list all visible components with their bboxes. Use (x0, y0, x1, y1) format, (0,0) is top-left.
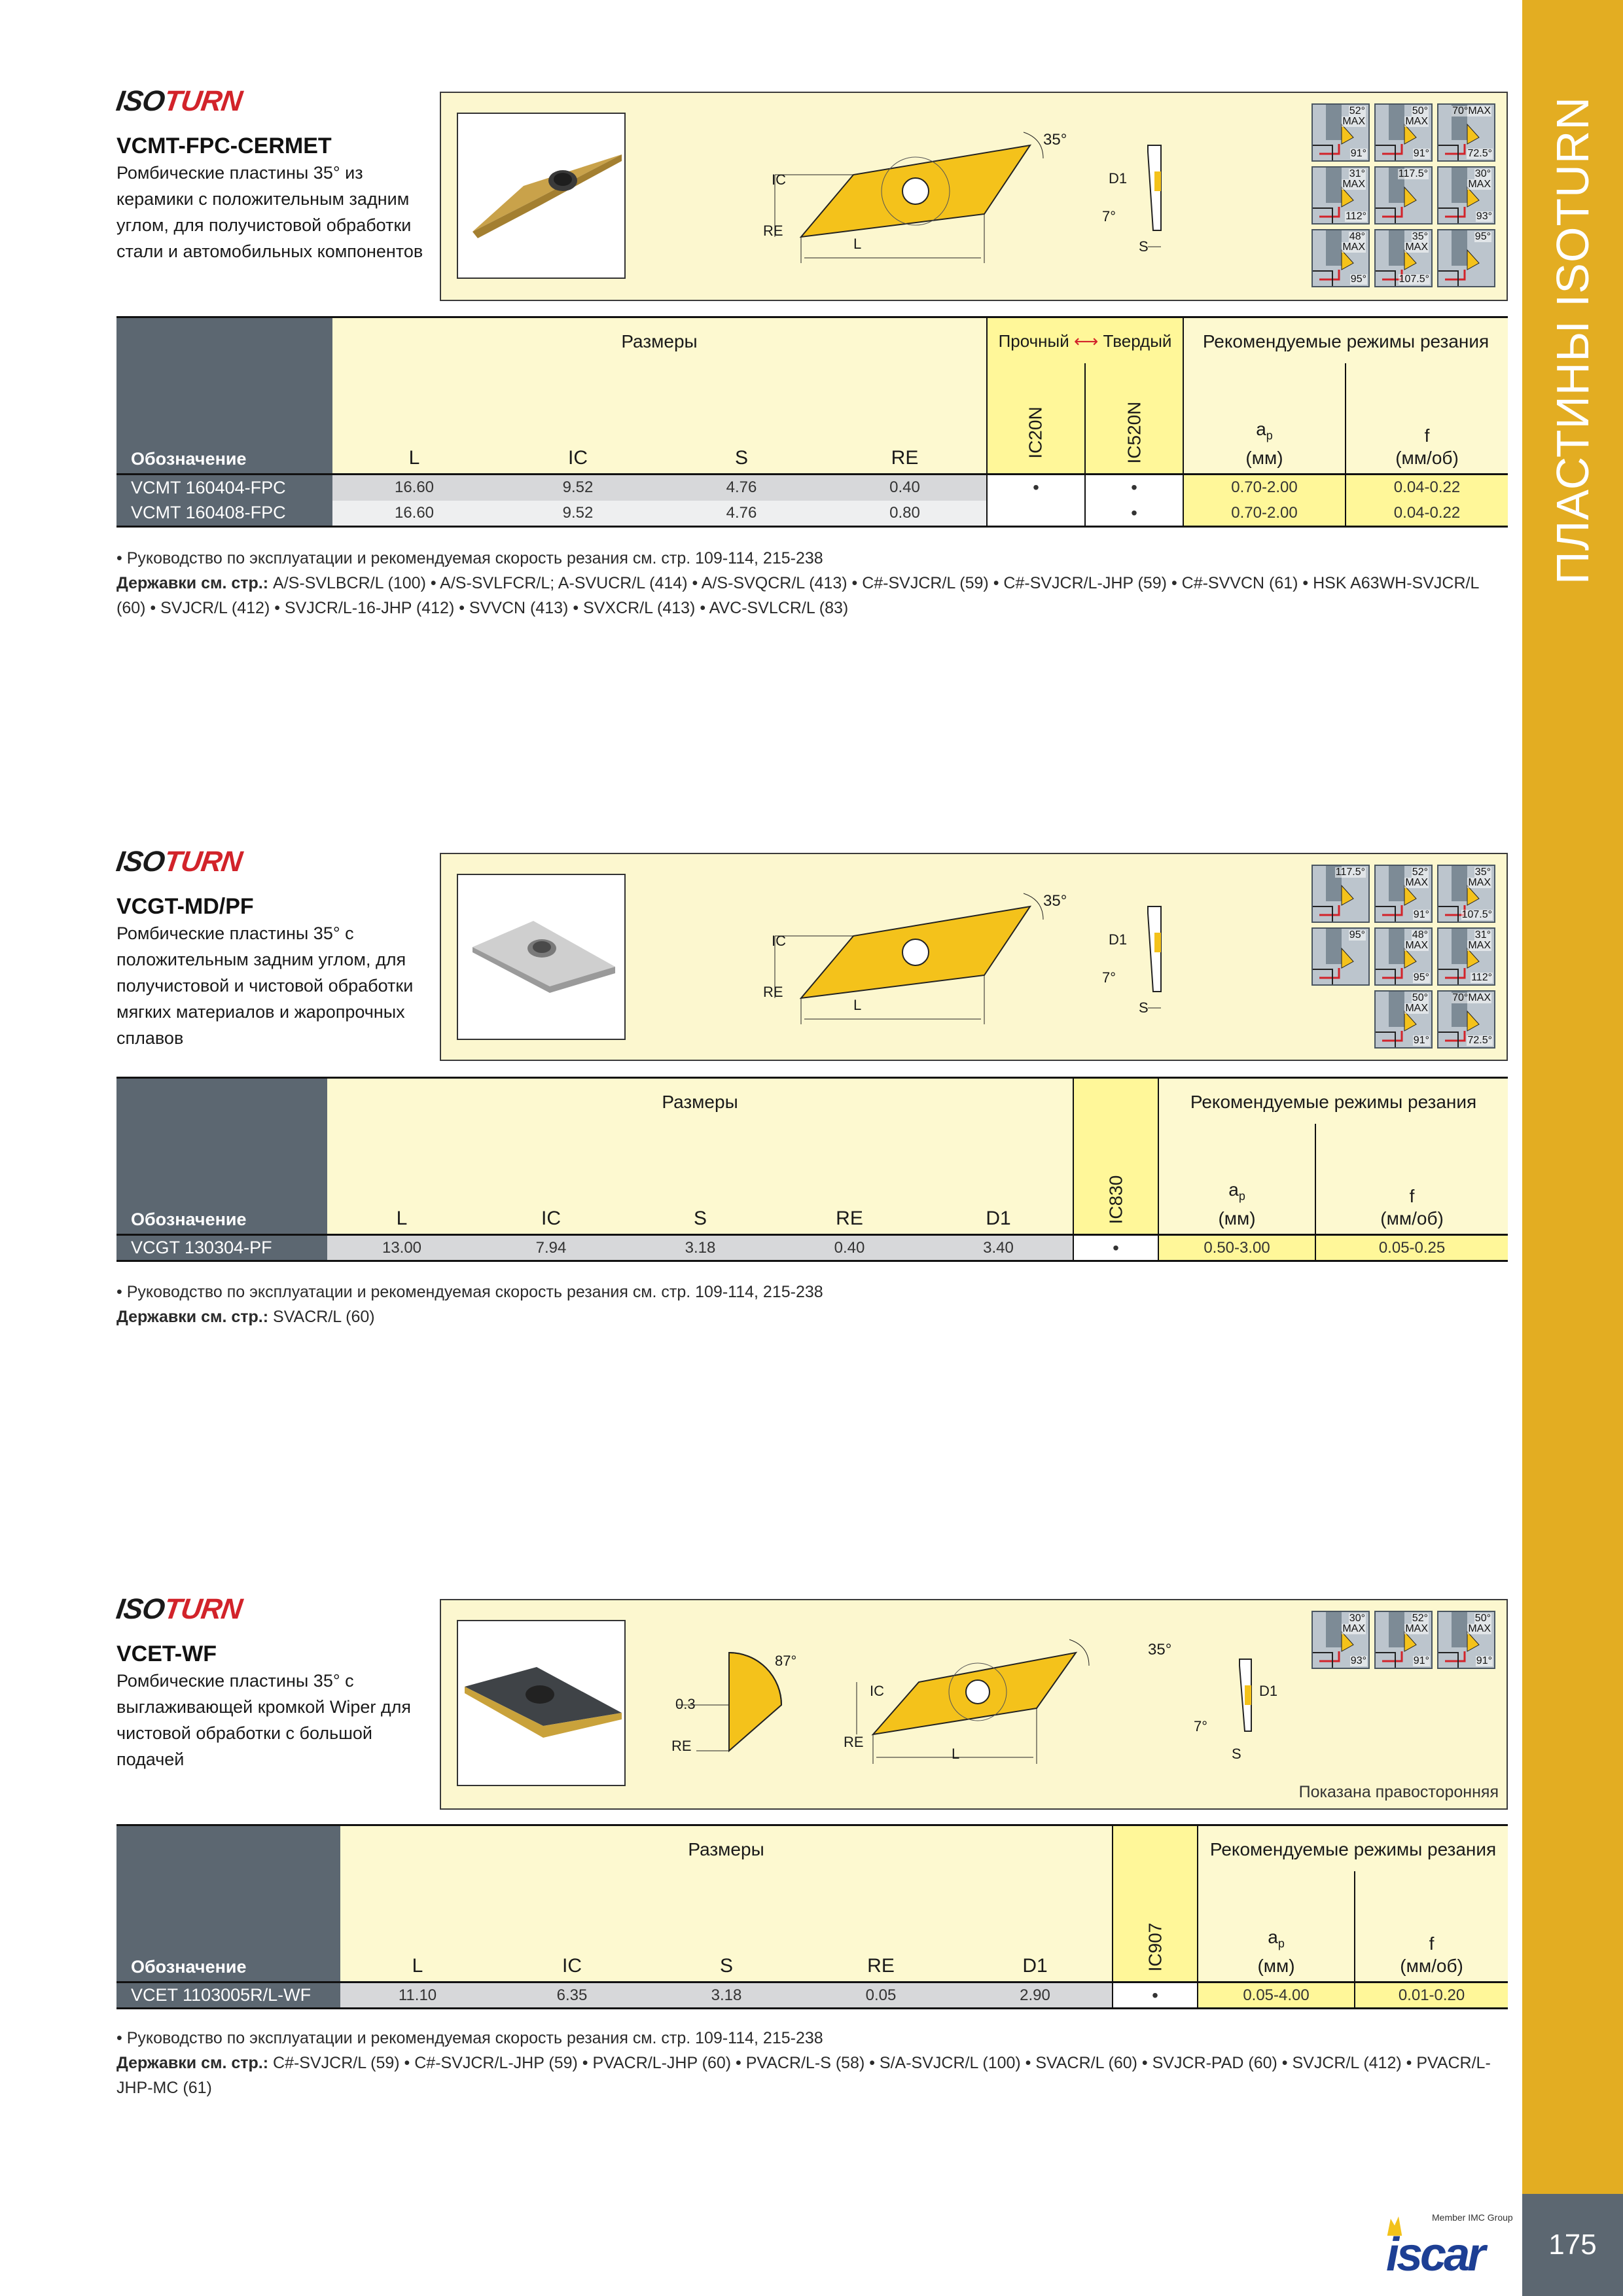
spec-table (116, 1077, 1508, 1262)
op-icon-label: 70°MAX (1452, 992, 1491, 1003)
side-view-drawing (1220, 1653, 1279, 1770)
product-description: Ромбические пластины 35° из керамики с положительным задним углом, для получистовой обработки стали и автомобильных компонентов (116, 163, 423, 261)
col-RE: RE (775, 1124, 924, 1235)
op-icon-label: 93° (1350, 1655, 1366, 1666)
side-band (1522, 0, 1623, 2194)
grade-col-IC830: IC830 (1073, 1078, 1158, 1235)
page-number: 175 (1522, 2194, 1623, 2296)
op-icon-48-max (1374, 927, 1433, 986)
table-row: VCMT 160404-FPC 16.60 9.52 4.76 0.40 • • 0.70-2.00 0.04-0.22 (116, 475, 1508, 501)
designation-header: Обозначение (116, 317, 332, 475)
col-D1: D1 (924, 1124, 1073, 1235)
grade-col-IC520N: IC520N (1085, 363, 1183, 475)
col-RE: RE (823, 363, 987, 475)
op-icon-label: 117.5° (1398, 168, 1428, 179)
table-row: VCGT 130304-PF 13.00 7.94 3.18 0.40 3.40 • 0.50-3.00 0.05-0.25 (116, 1235, 1508, 1261)
op-icon-label: 72.5° (1467, 148, 1492, 159)
op-icon-label: 31° (1474, 929, 1491, 941)
op-icon-95 (1437, 229, 1495, 287)
op-icon-label: 30° (1349, 1613, 1365, 1624)
op-icon-31-max (1311, 166, 1370, 224)
col-D1: D1 (958, 1871, 1113, 1982)
side-title: ПЛАСТИНЫ ISOTURN (1547, 96, 1598, 584)
op-icon-label: 52° (1349, 105, 1365, 117)
recommended-header: Рекомендуемые режимы резания (1158, 1078, 1508, 1124)
op-icon-label: 91° (1413, 1035, 1429, 1046)
op-icon-70-max (1437, 990, 1495, 1049)
op-icon-label: 95° (1349, 929, 1365, 941)
notes-holders: Державки см. стр.: C#-SVJCR/L (59) • C#-SVJCR/L-JHP (59) • PVACR/L-JHP (60) • PVACR/L-S (58) • S/A-SVJCR/L (100) • SVACR/L (60) • SVJCR-PAD (60) • SVJCR/L (412) • PVACR/L-JHP-MC (61) (116, 2054, 1491, 2097)
op-icon-label: 95° (1474, 231, 1491, 242)
product-title: VCET-WF (116, 1641, 217, 1666)
insert-photo (457, 1620, 626, 1786)
op-icon-50-max (1374, 103, 1433, 162)
op-icon-35-max (1374, 229, 1433, 287)
op-icon-95 (1311, 927, 1370, 986)
op-icon-label: MAX (1342, 242, 1365, 253)
op-icon-label: 95° (1413, 972, 1429, 983)
side-view-drawing (1122, 139, 1194, 270)
op-icon-label: MAX (1405, 116, 1428, 127)
op-icon-52-max (1374, 1611, 1433, 1669)
op-icon-label: 50° (1474, 1613, 1491, 1624)
op-icon-70-max (1437, 103, 1495, 162)
op-icon-50-max (1437, 1611, 1495, 1669)
notes-holders: Державки см. стр.: SVACR/L (60) (116, 1308, 375, 1326)
op-icon-31-max (1437, 927, 1495, 986)
notes-guidance: • Руководство по эксплуатации и рекомендуемая скорость резания см. стр. 109-114, 215-238 (116, 2029, 823, 2047)
notes (116, 2026, 1491, 2100)
op-icon-label: MAX (1468, 1623, 1491, 1634)
col-L: L (327, 1124, 476, 1235)
re-label: RE (763, 223, 783, 239)
col-S: S (626, 1124, 775, 1235)
op-icon-52-max (1311, 103, 1370, 162)
double-arrow-icon: ⟷ (1073, 331, 1099, 351)
op-icon-label: 50° (1412, 992, 1428, 1003)
iscar-logo (1386, 2212, 1513, 2281)
d1-label: D1 (1109, 170, 1128, 187)
row-designation: VCGT 130304-PF (116, 1235, 327, 1261)
d1-label: D1 (1259, 1683, 1278, 1699)
op-icon-label: MAX (1468, 940, 1491, 951)
col-S: S (660, 363, 823, 475)
op-icon-117-5 (1311, 865, 1370, 923)
col-IC: IC (476, 1124, 626, 1235)
op-icon-48-max (1311, 229, 1370, 287)
col-ap: $a_p$ (мм) (1183, 363, 1346, 475)
op-icon-label: 112° (1346, 211, 1366, 222)
grade-toughness-header: Прочный ⟷ Твердый (987, 317, 1183, 363)
col-IC: IC (496, 363, 660, 475)
op-icon-label: 31° (1349, 168, 1365, 179)
op-icon-50-max (1374, 990, 1433, 1049)
row-designation: VCET 1103005R/L-WF (116, 1982, 340, 2009)
spec-table (116, 1824, 1508, 2009)
op-icon-label: MAX (1342, 116, 1365, 127)
op-icon-52-max (1374, 865, 1433, 923)
product-title: VCMT-FPC-CERMET (116, 134, 332, 158)
s-label: S (1139, 999, 1149, 1016)
op-icon-label: 91° (1413, 148, 1429, 159)
iscar-wordmark: iscar (1386, 2229, 1484, 2281)
isoturn-logo: ISOTURN (114, 846, 244, 878)
isoturn-logo: ISOTURN (114, 1593, 244, 1625)
ic-label: IC (772, 933, 786, 949)
col-f: f (мм/об) (1346, 363, 1508, 475)
angle-label: 35° (1043, 131, 1067, 149)
col-ap: $a_p$ (мм) (1198, 1871, 1355, 1982)
isoturn-logo: ISOTURN (114, 85, 244, 117)
col-ap: $a_p$ (мм) (1158, 1124, 1315, 1235)
col-L: L (332, 363, 496, 475)
member-text: Member IMC Group (1432, 2212, 1513, 2223)
ic-label: IC (772, 171, 786, 188)
insert-photo (457, 874, 626, 1040)
op-icon-30-max (1437, 166, 1495, 224)
op-icon-label: 107.5° (1399, 274, 1429, 285)
recommended-header: Рекомендуемые режимы резания (1183, 317, 1508, 363)
col-S: S (649, 1871, 804, 1982)
op-icon-label: 107.5° (1461, 909, 1492, 920)
spec-table (116, 316, 1508, 528)
d1-label: D1 (1109, 931, 1128, 948)
op-icon-label: 52° (1412, 867, 1428, 878)
insert-drawing (847, 1626, 1122, 1784)
dimensions-header: Размеры (327, 1078, 1073, 1124)
clearance-label: 7° (1102, 208, 1116, 224)
op-icon-label: 95° (1350, 274, 1366, 285)
notes (116, 546, 1491, 620)
op-icon-label: 117.5° (1335, 867, 1365, 878)
op-icon-label: 48° (1412, 929, 1428, 941)
re-label-main: RE (844, 1734, 864, 1750)
op-icon-label: MAX (1405, 1003, 1428, 1014)
op-icon-117-5 (1374, 166, 1433, 224)
product-title: VCGT-MD/PF (116, 894, 254, 919)
col-IC: IC (495, 1871, 649, 1982)
op-icon-35-max (1437, 865, 1495, 923)
notes-guidance: • Руководство по эксплуатации и рекомендуемая скорость резания см. стр. 109-114, 215-238 (116, 1283, 823, 1301)
s-label: S (1139, 238, 1149, 255)
l-label: L (952, 1746, 960, 1762)
op-icon-label: MAX (1405, 1623, 1428, 1634)
grade-col-IC20N: IC20N (987, 363, 1085, 475)
dimensions-header: Размеры (340, 1825, 1113, 1871)
s-label: S (1232, 1746, 1241, 1762)
op-icon-label: MAX (1468, 179, 1491, 190)
op-icon-label: 112° (1471, 972, 1492, 983)
dimensions-header: Размеры (332, 317, 987, 363)
l-label: L (853, 997, 862, 1013)
product-description: Ромбические пластины 35° с выглаживающей кромкой Wiper для чистовой обработки с большой подачей (116, 1671, 411, 1769)
op-icon-label: 72.5° (1467, 1035, 1492, 1046)
op-icon-30-max (1311, 1611, 1370, 1669)
ic-label: IC (870, 1683, 884, 1699)
angle-label: 35° (1148, 1641, 1172, 1659)
op-icon-label: MAX (1342, 179, 1365, 190)
dim03-label: 0.3 (675, 1696, 696, 1712)
table-row: VCMT 160408-FPC 16.60 9.52 4.76 0.80 • 0.70-2.00 0.04-0.22 (116, 501, 1508, 527)
re-label: RE (671, 1738, 692, 1754)
re-label: RE (763, 984, 783, 1000)
op-icon-label: 91° (1476, 1655, 1492, 1666)
notes-holders: Державки см. стр.: A/S-SVLBCR/L (100) • A/S-SVLFCR/L; A-SVUCR/L (414) • A/S-SVQCR/L (413) • C#-SVJCR/L (59) • C#-SVJCR/L-JHP (59) • C#-SVVCN (61) • HSK A63WH-SVJCR/L (60) • SVJCR/L (412) • SVJCR/L-16-JHP (412) • SVVCN (413) • SVXCR/L (413) • AVC-SVLCR/L (83) (116, 574, 1479, 617)
grade-col-IC907: IC907 (1113, 1825, 1198, 1982)
op-icon-label: MAX (1405, 877, 1428, 888)
designation-header: Обозначение (116, 1078, 327, 1235)
op-icon-label: MAX (1405, 242, 1428, 253)
designation-header: Обозначение (116, 1825, 340, 1982)
op-icon-label: MAX (1468, 877, 1491, 888)
l-label: L (853, 236, 862, 252)
right-hand-note: Показана правосторонняя (1298, 1783, 1499, 1801)
table-row: VCET 1103005R/L-WF 11.10 6.35 3.18 0.05 2.90 • 0.05-4.00 0.01-0.20 (116, 1982, 1508, 2009)
insert-photo (457, 113, 626, 279)
notes (116, 1280, 1491, 1329)
col-L: L (340, 1871, 495, 1982)
op-icon-label: 91° (1413, 909, 1429, 920)
col-f: f (мм/об) (1315, 1124, 1508, 1235)
row-designation: VCMT 160408-FPC (116, 501, 332, 527)
clearance-label: 7° (1194, 1718, 1208, 1734)
row-designation: VCMT 160404-FPC (116, 475, 332, 501)
op-icon-label: 91° (1413, 1655, 1429, 1666)
op-icon-label: MAX (1342, 1623, 1365, 1634)
drawing-panel (440, 853, 1508, 1061)
recommended-header: Рекомендуемые режимы резания (1198, 1825, 1508, 1871)
notes-guidance: • Руководство по эксплуатации и рекомендуемая скорость резания см. стр. 109-114, 215-238 (116, 549, 823, 567)
angle-label: 35° (1043, 892, 1067, 910)
op-icon-label: 35° (1474, 867, 1491, 878)
op-icon-label: 70°MAX (1452, 105, 1491, 117)
op-icon-label: 48° (1349, 231, 1365, 242)
angle2-label: 87° (775, 1653, 797, 1669)
op-icon-label: MAX (1405, 940, 1428, 951)
op-icon-label: 35° (1412, 231, 1428, 242)
col-f: f (мм/об) (1355, 1871, 1508, 1982)
op-icon-label: 30° (1474, 168, 1491, 179)
product-description: Ромбические пластины 35° с положительным задним углом, для получистовой и чистовой обработки мягких материалов и жаропрочных сплавов (116, 924, 414, 1048)
clearance-label: 7° (1102, 969, 1116, 986)
op-icon-label: 93° (1476, 211, 1492, 222)
op-icon-label: 50° (1412, 105, 1428, 117)
drawing-panel (440, 92, 1508, 301)
op-icon-label: 91° (1350, 148, 1366, 159)
drawing-panel (440, 1599, 1508, 1810)
col-RE: RE (804, 1871, 958, 1982)
side-view-drawing (1122, 900, 1194, 1031)
op-icon-label: 52° (1412, 1613, 1428, 1624)
